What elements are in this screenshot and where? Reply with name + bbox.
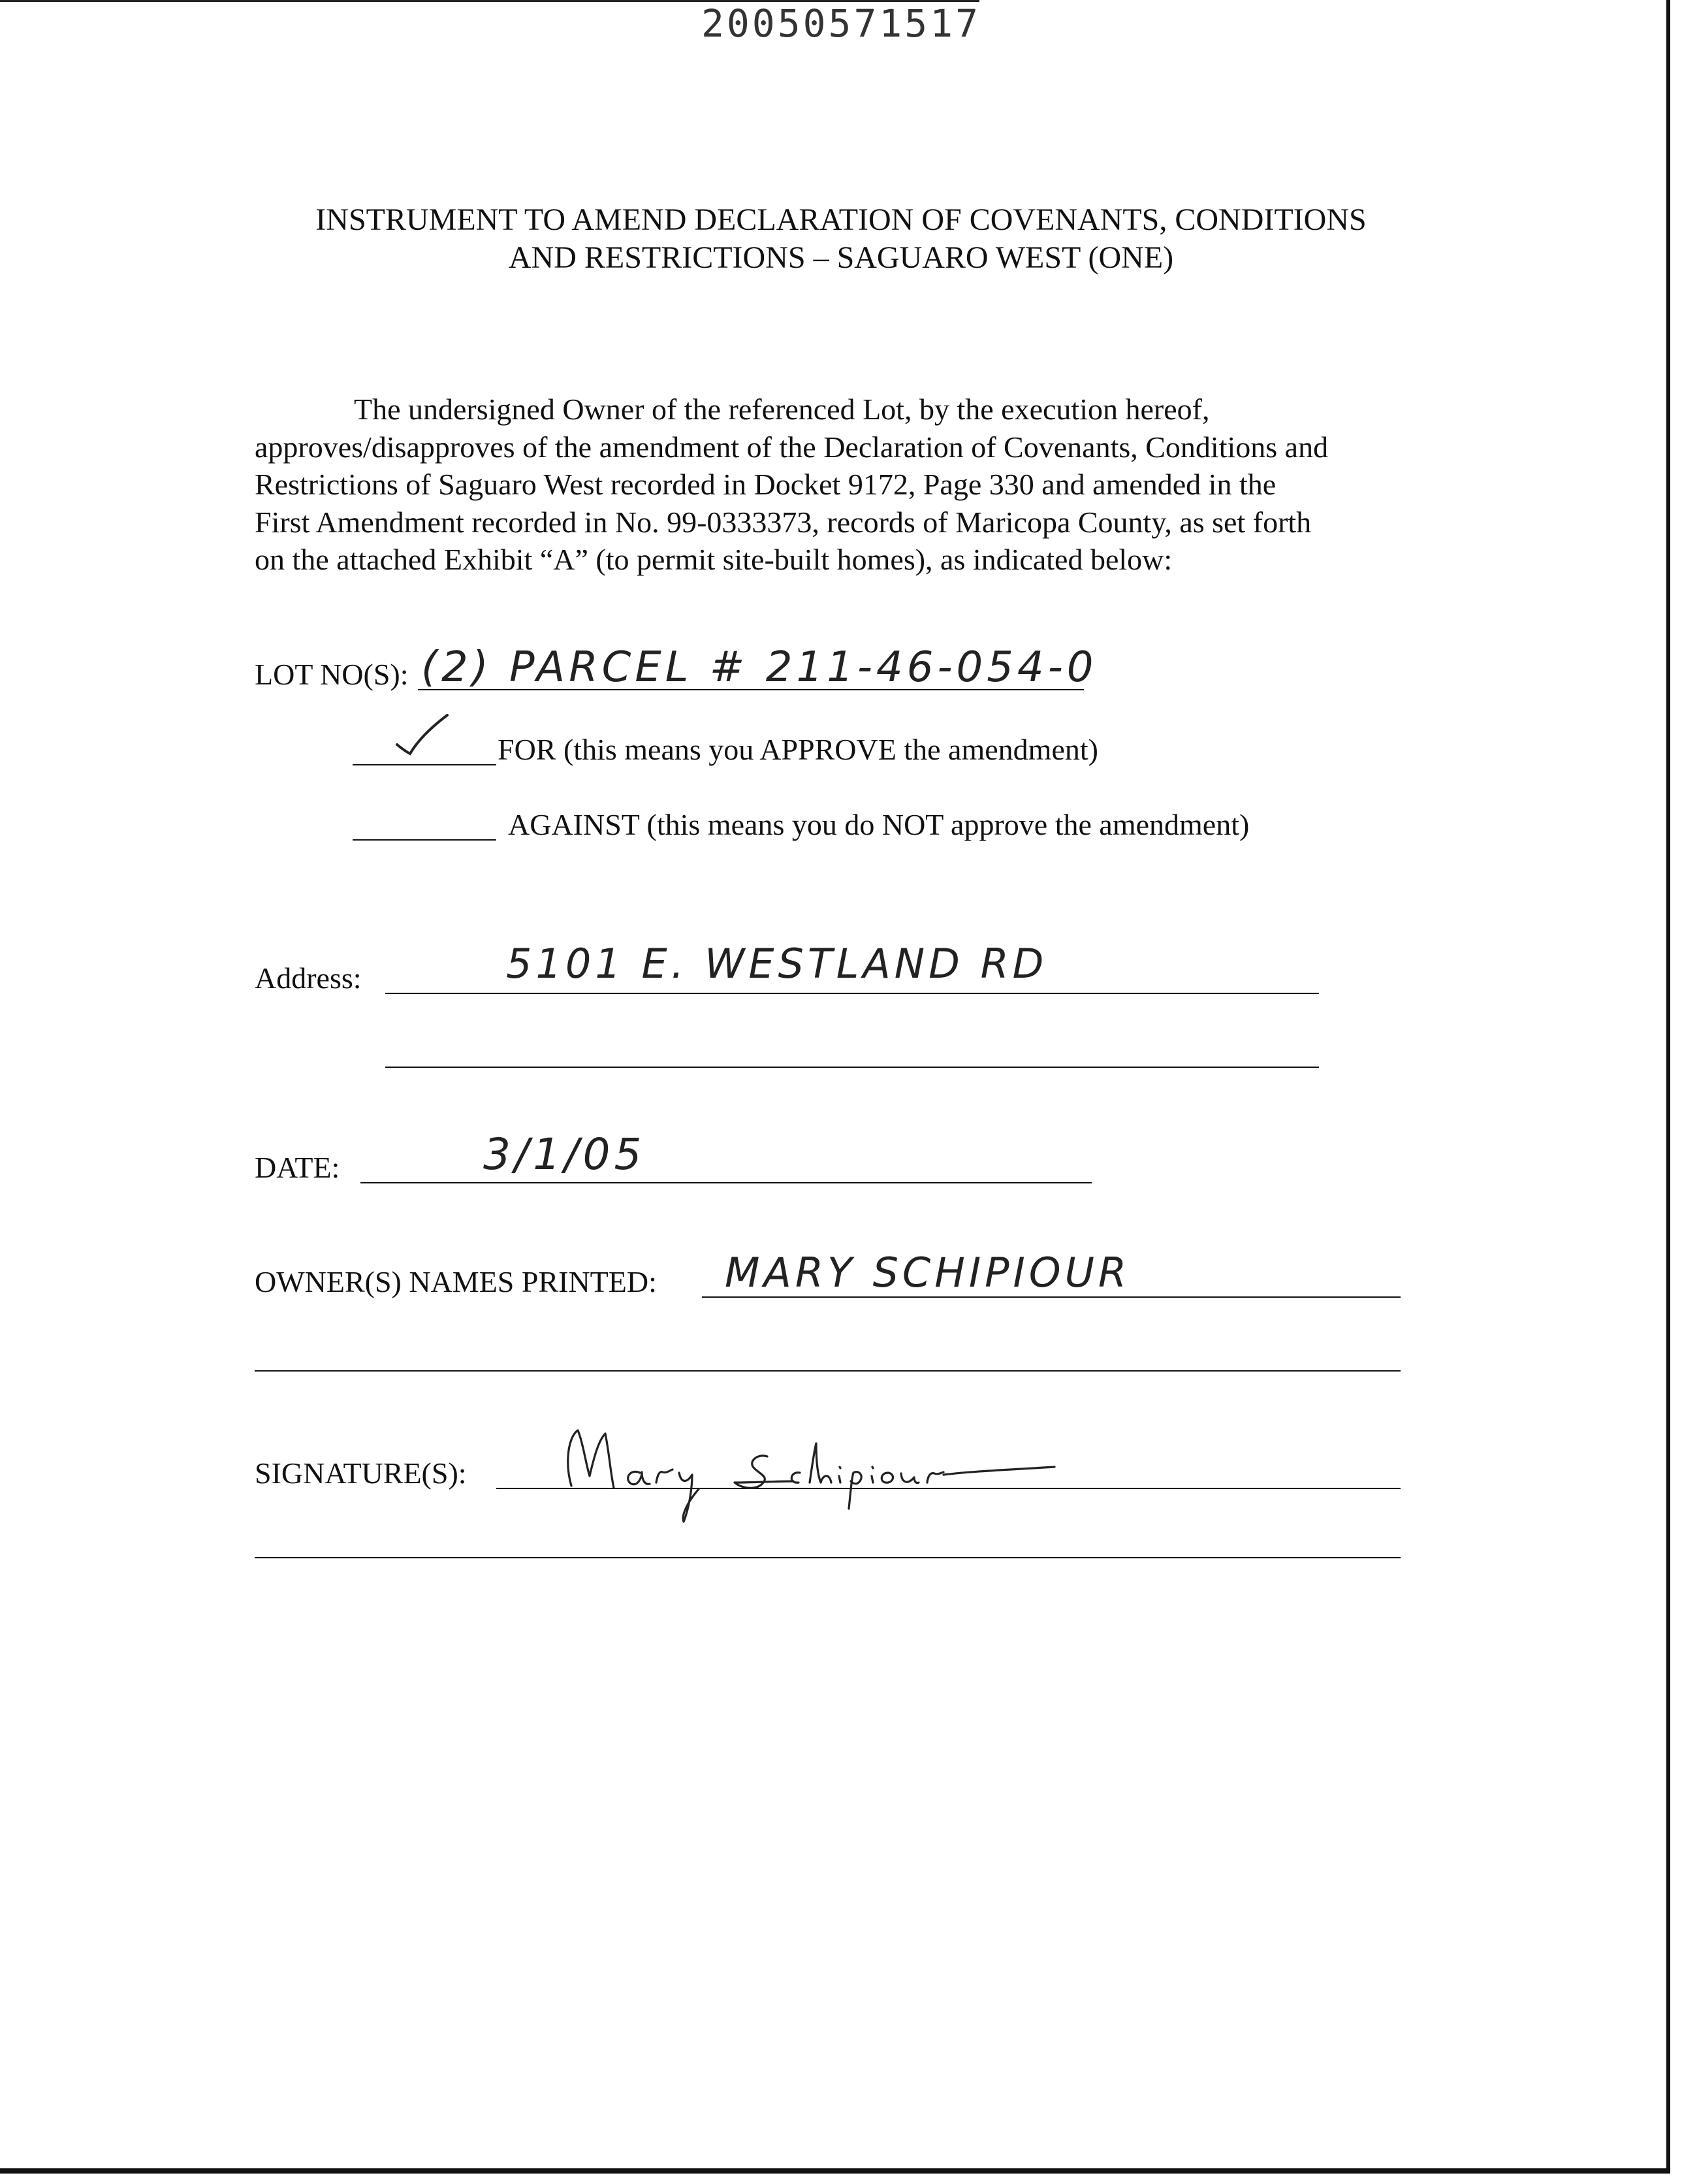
for-blank[interactable]	[353, 764, 496, 765]
date-value[interactable]: 3/1/05	[483, 1129, 646, 1180]
body-line-4: First Amendment recorded in No. 99-0333373, records of Maricopa County, as set forth	[255, 505, 1312, 539]
body-line-1: The undersigned Owner of the referenced Lot, by the execution hereof,	[354, 393, 1210, 426]
address-value[interactable]: 5101 E. WESTLAND RD	[506, 940, 1048, 988]
signature-label: SIGNATURE(S):	[255, 1456, 467, 1490]
owner-line-1	[702, 1296, 1401, 1298]
signature-line-2	[255, 1557, 1401, 1558]
against-blank[interactable]	[353, 839, 496, 841]
scan-edge-bottom	[0, 2168, 1670, 2174]
recording-number: 20050571517	[701, 1, 981, 46]
check-mark-icon	[392, 712, 451, 758]
lot-value[interactable]: (2) PARCEL # 211-46-054-0	[421, 643, 1098, 692]
date-label: DATE:	[255, 1151, 340, 1184]
address-label: Address:	[255, 961, 362, 995]
address-line-1	[385, 993, 1319, 994]
owner-label: OWNER(S) NAMES PRINTED:	[255, 1265, 657, 1298]
body-line-2: approves/disapproves of the amendment of the Declaration of Covenants, Conditions and	[255, 430, 1329, 464]
against-label: AGAINST (this means you do NOT approve the amendment)	[508, 808, 1250, 841]
body-line-3: Restrictions of Saguaro West recorded in Docket 9172, Page 330 and amended in the	[255, 468, 1277, 501]
owner-line-2	[255, 1370, 1401, 1372]
address-line-2	[385, 1067, 1319, 1068]
title-line-2: AND RESTRICTIONS – SAGUARO WEST (ONE)	[508, 240, 1174, 275]
body-line-5: on the attached Exhibit “A” (to permit site-built homes), as indicated below:	[255, 543, 1173, 576]
signature-image	[558, 1417, 1120, 1528]
lot-label: LOT NO(S):	[255, 658, 409, 691]
date-line	[360, 1182, 1092, 1183]
scan-edge-right	[1666, 0, 1670, 2172]
title-line-1: INSTRUMENT TO AMEND DECLARATION OF COVENANTS, CONDITIONS	[315, 202, 1367, 237]
body-paragraph	[255, 391, 1430, 579]
document-title	[0, 201, 1682, 277]
owner-value[interactable]: MARY SCHIPIOUR	[725, 1249, 1131, 1296]
for-label: FOR (this means you APPROVE the amendment)	[498, 733, 1098, 766]
